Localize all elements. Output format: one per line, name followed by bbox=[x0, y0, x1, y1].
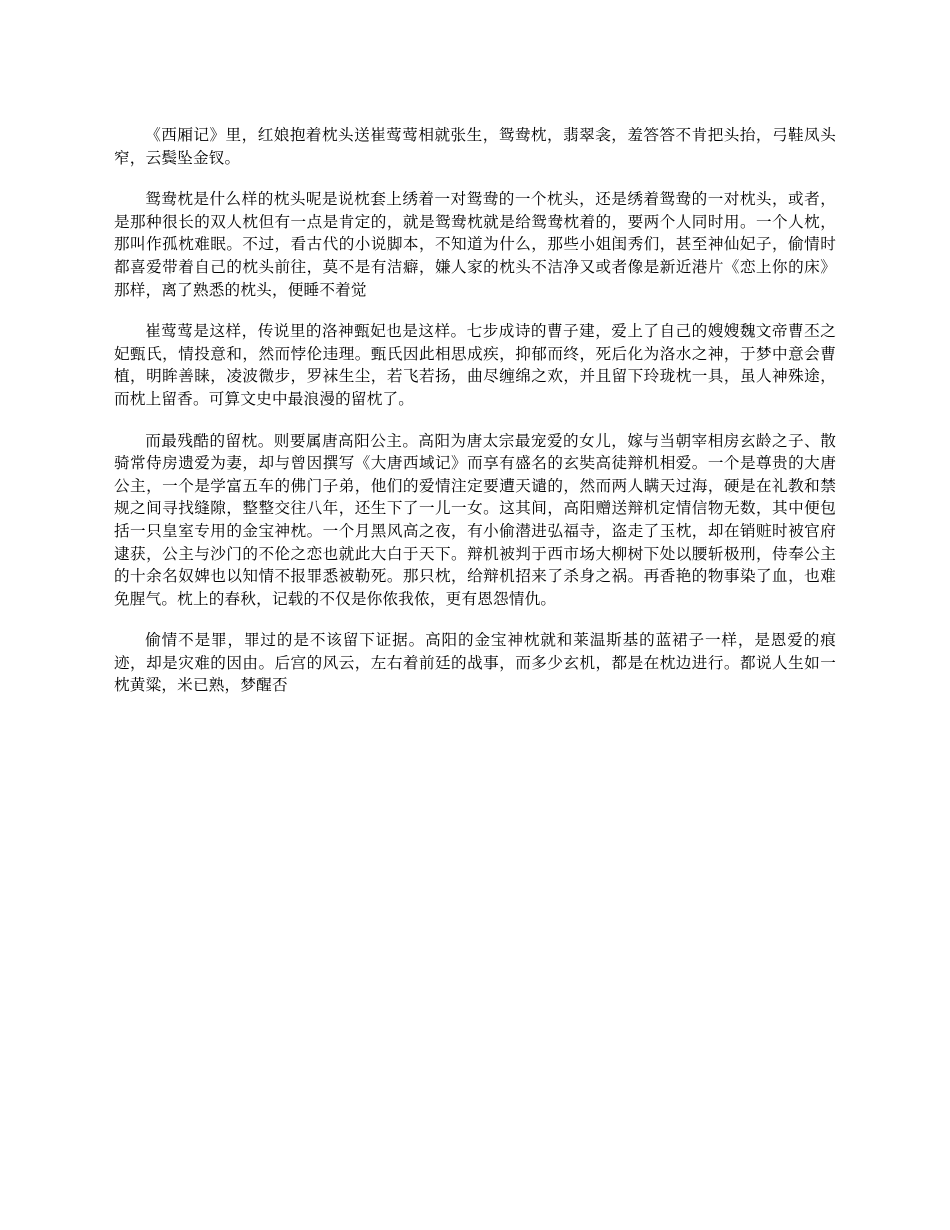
paragraph-1: 《西厢记》里，红娘抱着枕头送崔莺莺相就张生，鸳鸯枕，翡翠衾，羞答答不肯把头抬，弓鞋凤头窄，云鬓坠金钗。 bbox=[114, 126, 836, 167]
paragraph-3: 崔莺莺是这样，传说里的洛神甄妃也是这样。七步成诗的曹子建，爱上了自己的嫂嫂魏文帝曹丕之妃甄氏，情投意和，然而悖伦违理。甄氏因此相思成疾，抑郁而终，死后化为洛水之神，于梦中意会曹植，明眸善睐，凌波微步，罗袜生尘，若飞若扬，曲尽缠绵之欢，并且留下玲珑枕一具，虽人神殊途，而枕上留香。可算文史中最浪漫的留枕了。 bbox=[114, 322, 836, 408]
paragraph-5: 偷情不是罪，罪过的是不该留下证据。高阳的金宝神枕就和莱温斯基的蓝裙子一样，是恩爱的痕迹，却是灾难的因由。后宫的风云，左右着前廷的战事，而多少玄机，都是在枕边进行。都说人生如一枕黄粱，米已熟，梦醒否 bbox=[114, 631, 836, 695]
paragraph-4: 而最残酷的留枕。则要属唐高阳公主。高阳为唐太宗最宠爱的女儿，嫁与当朝宰相房玄龄之子、散骑常侍房遗爱为妻，却与曾因撰写《大唐西域记》而享有盛名的玄奘高徒辩机相爱。一个是尊贵的大唐公主，一个是学富五车的佛门子弟，他们的爱情注定要遭天谴的，然而两人瞒天过海，硬是在礼教和禁规之间寻找缝隙，整整交往八年，还生下了一儿一女。这其间，高阳赠送辩机定情信物无数，其中便包括一只皇室专用的金宝神枕。一个月黑风高之夜，有小偷潜进弘福寺，盗走了玉枕，却在销赃时被官府逮获，公主与沙门的不伦之恋也就此大白于天下。辩机被判于西市场大柳树下处以腰斩极刑，侍奉公主的十余名奴婢也以知情不报罪悉被勒死。那只枕，给辩机招来了杀身之祸。再香艳的物事染了血，也难免腥气。枕上的春秋，记载的不仅是你侬我侬，更有恩怨情仇。 bbox=[114, 431, 836, 608]
paragraph-2: 鸳鸯枕是什么样的枕头呢是说枕套上绣着一对鸳鸯的一个枕头，还是绣着鸳鸯的一对枕头，或者，是那种很长的双人枕但有一点是肯定的，就是鸳鸯枕就是给鸳鸯枕着的，要两个人同时用。一个人枕，那叫作孤枕难眠。不过，看古代的小说脚本，不知道为什么，那些小姐闺秀们，甚至神仙妃子，偷情时都喜爱带着自己的枕头前往，莫不是有洁癖，嫌人家的枕头不洁净又或者像是新近港片《恋上你的床》那样，离了熟悉的枕头，便睡不着觉 bbox=[114, 190, 836, 299]
document-body bbox=[114, 124, 836, 716]
